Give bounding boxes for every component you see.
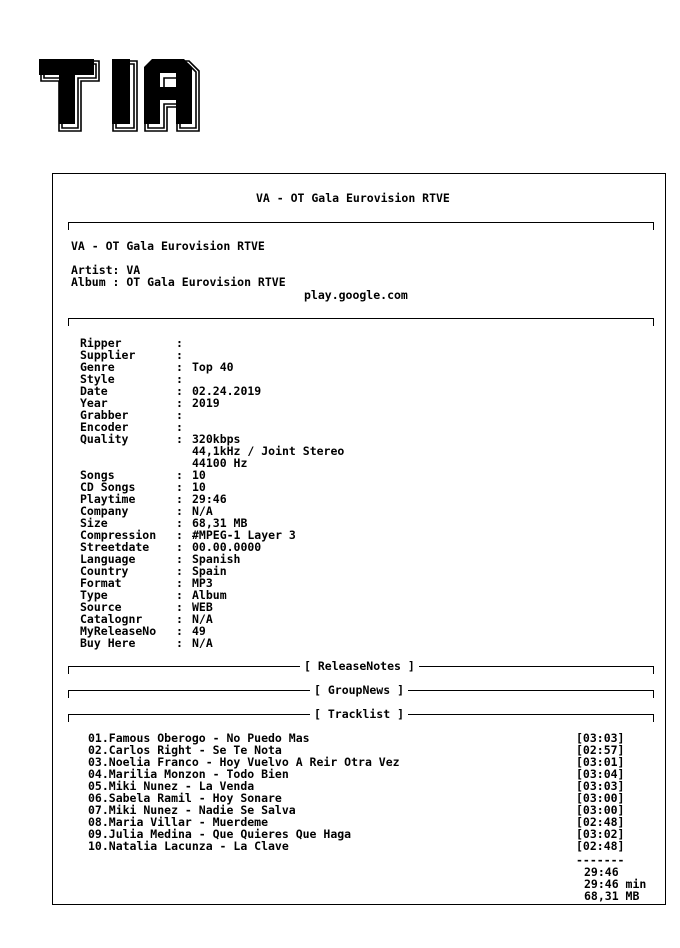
info-value: Album	[192, 588, 227, 602]
info-key: Source	[80, 600, 122, 614]
info-colon: :	[176, 504, 183, 518]
info-value: 44100 Hz	[192, 456, 248, 470]
header-artist: Artist: VA	[71, 263, 141, 277]
group-news-header: [ GroupNews ]	[310, 684, 408, 696]
track-title: 07.Miki Nunez - Nadie Se Salva	[88, 803, 296, 817]
info-colon: :	[176, 492, 183, 506]
info-key: Compression	[80, 528, 157, 542]
totals-separator: -------	[576, 853, 625, 867]
info-key: Style	[80, 372, 115, 386]
divider-tick	[68, 666, 69, 674]
info-colon: :	[176, 384, 183, 398]
info-value: 68,31 MB	[192, 516, 248, 530]
info-value: 02.24.2019	[192, 384, 262, 398]
info-value: N/A	[192, 636, 213, 650]
track-title: 02.Carlos Right - Se Te Nota	[88, 743, 282, 757]
info-colon: :	[176, 348, 183, 362]
track-duration: [02:57]	[576, 743, 625, 757]
track-duration: [03:00]	[576, 803, 625, 817]
info-colon: :	[176, 552, 183, 566]
info-key: Songs	[80, 468, 115, 482]
divider-tick	[68, 690, 69, 698]
track-title: 06.Sabela Ramil - Hoy Sonare	[88, 791, 282, 805]
info-key: Company	[80, 504, 129, 518]
info-value: 44,1kHz / Joint Stereo	[192, 444, 345, 458]
info-value: 00.00.0000	[192, 540, 262, 554]
track-duration: [03:01]	[576, 755, 625, 769]
track-duration: [02:48]	[576, 839, 625, 853]
info-colon: :	[176, 420, 183, 434]
info-key: Format	[80, 576, 122, 590]
info-value: #MPEG-1 Layer 3	[192, 528, 296, 542]
divider-tick	[68, 222, 69, 230]
info-key: Type	[80, 588, 108, 602]
info-key: Catalognr	[80, 612, 143, 626]
track-duration: [02:48]	[576, 815, 625, 829]
info-value: MP3	[192, 576, 213, 590]
info-value: 10	[192, 480, 206, 494]
info-colon: :	[176, 360, 183, 374]
divider-tick	[653, 714, 654, 722]
info-value: Spanish	[192, 552, 241, 566]
release-title: VA - OT Gala Eurovision RTVE	[256, 191, 450, 205]
divider-tick	[68, 318, 69, 326]
total-size: 68,31 MB	[584, 889, 640, 903]
tia-logo	[38, 58, 200, 132]
header-album: Album : OT Gala Eurovision RTVE	[71, 275, 286, 289]
nfo-frame	[52, 173, 666, 905]
info-colon: :	[176, 516, 183, 530]
divider-tick	[653, 690, 654, 698]
info-value: 320kbps	[192, 432, 241, 446]
info-key: CD Songs	[80, 480, 136, 494]
header-box-top-rule	[68, 222, 654, 223]
info-colon: :	[176, 564, 183, 578]
track-title: 10.Natalia Lacunza - La Clave	[88, 839, 289, 853]
info-key: Year	[80, 396, 108, 410]
info-value: 2019	[192, 396, 220, 410]
info-value: N/A	[192, 504, 213, 518]
track-title: 09.Julia Medina - Que Quieres Que Haga	[88, 827, 352, 841]
divider-tick	[653, 666, 654, 674]
divider-tick	[653, 222, 654, 230]
info-key: Language	[80, 552, 136, 566]
info-key: Quality	[80, 432, 129, 446]
total-playtime: 29:46	[584, 865, 619, 879]
info-key: Size	[80, 516, 108, 530]
info-value: Top 40	[192, 360, 234, 374]
info-key: Ripper	[80, 336, 122, 350]
info-value: WEB	[192, 600, 213, 614]
info-key: Date	[80, 384, 108, 398]
info-colon: :	[176, 576, 183, 590]
info-value: N/A	[192, 612, 213, 626]
track-title: 01.Famous Oberogo - No Puedo Mas	[88, 731, 310, 745]
info-value: Spain	[192, 564, 227, 578]
track-duration: [03:03]	[576, 731, 625, 745]
info-key: Buy Here	[80, 636, 136, 650]
track-duration: [03:02]	[576, 827, 625, 841]
tracklist-header: [ Tracklist ]	[310, 708, 408, 720]
header-source-site: play.google.com	[304, 288, 408, 302]
info-key: Genre	[80, 360, 115, 374]
info-colon: :	[176, 528, 183, 542]
header-release-name: VA - OT Gala Eurovision RTVE	[71, 239, 265, 253]
info-key: Encoder	[80, 420, 129, 434]
info-key: Streetdate	[80, 540, 150, 554]
total-playtime-min: 29:46 min	[584, 877, 647, 891]
track-duration: [03:00]	[576, 791, 625, 805]
info-key: Grabber	[80, 408, 129, 422]
track-duration: [03:03]	[576, 779, 625, 793]
info-colon: :	[176, 432, 183, 446]
divider-tick	[68, 714, 69, 722]
info-value: 29:46	[192, 492, 227, 506]
track-title: 08.Maria Villar - Muerdeme	[88, 815, 269, 829]
info-key: MyReleaseNo	[80, 624, 157, 638]
release-notes-header: [ ReleaseNotes ]	[300, 660, 419, 672]
track-title: 05.Miki Nunez - La Venda	[88, 779, 255, 793]
info-box-top-rule	[68, 318, 654, 319]
info-colon: :	[176, 480, 183, 494]
info-key: Supplier	[80, 348, 136, 362]
info-colon: :	[176, 336, 183, 350]
info-colon: :	[176, 600, 183, 614]
info-value: 10	[192, 468, 206, 482]
info-colon: :	[176, 408, 183, 422]
info-colon: :	[176, 540, 183, 554]
divider-tick	[653, 318, 654, 326]
info-colon: :	[176, 612, 183, 626]
info-colon: :	[176, 468, 183, 482]
info-colon: :	[176, 396, 183, 410]
info-value: 49	[192, 624, 206, 638]
info-colon: :	[176, 372, 183, 386]
info-colon: :	[176, 588, 183, 602]
info-colon: :	[176, 624, 183, 638]
track-duration: [03:04]	[576, 767, 625, 781]
info-colon: :	[176, 636, 183, 650]
track-title: 03.Noelia Franco - Hoy Vuelvo A Reir Otra Vez	[88, 755, 400, 769]
track-title: 04.Marilia Monzon - Todo Bien	[88, 767, 289, 781]
info-key: Country	[80, 564, 129, 578]
info-key: Playtime	[80, 492, 136, 506]
